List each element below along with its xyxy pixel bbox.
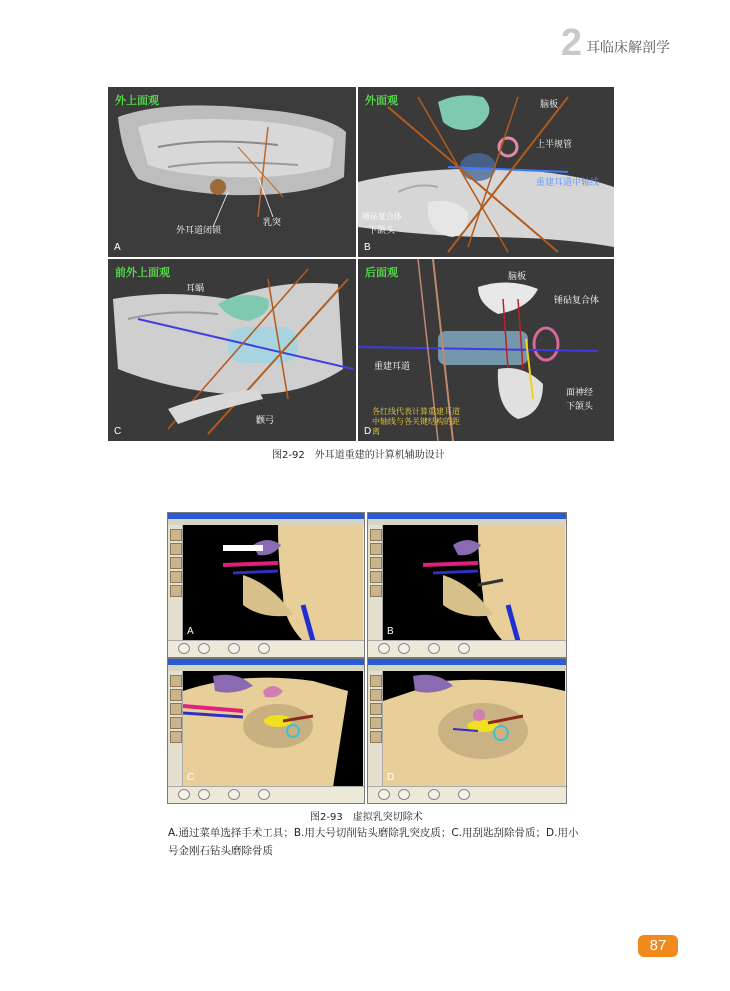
tool-palette (168, 525, 183, 641)
fig93-panel-d-letter: D (387, 772, 395, 783)
fig93-description: A.通过菜单选择手术工具；B.用大号切削钻头磨除乳突皮质；C.用刮匙刮除骨质；D.用小号金刚石钻头磨除骨质 (168, 827, 579, 857)
control-icon[interactable] (228, 643, 240, 654)
fig92-panel-b-letter: B (364, 242, 371, 253)
fig92-panel-b (358, 87, 614, 257)
fig93-panel-d-render (383, 671, 565, 787)
label-cochlea: 耳蜗 (186, 284, 205, 294)
tool-icon[interactable] (170, 585, 182, 597)
tool-palette (368, 671, 383, 787)
control-icon[interactable] (398, 643, 410, 654)
fig93-panel-a (167, 512, 365, 658)
fig92-panel-d (358, 259, 614, 441)
control-icon[interactable] (258, 789, 270, 800)
fig92-panel-b-title: 外面观 (365, 94, 398, 107)
window-statusbar (168, 786, 364, 803)
fig93-panel-b-render (383, 525, 565, 641)
tool-icon[interactable] (370, 571, 382, 583)
fig93-panel-c-render (183, 671, 363, 787)
fig93-panel-b-viewport (383, 525, 565, 641)
fig92-caption: 图2-92 外耳道重建的计算机辅助设计 (272, 450, 445, 461)
fig92-panel-c (108, 259, 356, 441)
tool-palette (368, 525, 383, 641)
fig92-panel-d-title: 后面观 (365, 266, 398, 279)
fig93-panel-c (167, 658, 365, 804)
tool-icon[interactable] (170, 571, 182, 583)
fig92-panel-c-letter: C (114, 426, 122, 437)
fig92-panel-b-render (358, 87, 614, 257)
label-tegmen-b: 脑板 (540, 100, 559, 110)
label-mandible-d: 下颌头 (566, 402, 594, 412)
control-icon[interactable] (178, 789, 190, 800)
chapter-number: 2 (560, 22, 582, 64)
tool-icon[interactable] (370, 703, 382, 715)
fig93-panel-a-render (183, 525, 363, 641)
label-mastoid: 乳突 (263, 218, 282, 228)
tool-palette (168, 671, 183, 787)
tool-icon[interactable] (170, 543, 182, 555)
tool-icon[interactable] (170, 689, 182, 701)
fig93-caption: 图2-93 虚拟乳突切除术 (310, 812, 423, 823)
tool-icon[interactable] (170, 529, 182, 541)
label-zygomatic: 颧弓 (256, 416, 275, 426)
control-icon[interactable] (378, 789, 390, 800)
fig92-panel-a-title: 外上面观 (115, 94, 159, 107)
label-mandible-b: 下颌头 (368, 226, 396, 236)
control-icon[interactable] (458, 643, 470, 654)
control-icon[interactable] (428, 643, 440, 654)
fig92-panel-c-title: 前外上面观 (115, 266, 170, 279)
tool-icon[interactable] (170, 703, 182, 715)
fig92-panel-a-render (108, 87, 356, 257)
control-icon[interactable] (428, 789, 440, 800)
control-icon[interactable] (228, 789, 240, 800)
label-reconstructed-canal: 重建耳道 (374, 362, 411, 372)
tool-icon[interactable] (370, 731, 382, 743)
control-icon[interactable] (458, 789, 470, 800)
label-superior-canal: 上半规管 (536, 140, 573, 150)
fig93-panel-b (367, 512, 567, 658)
control-icon[interactable] (398, 789, 410, 800)
label-atresia: 外耳道闭锁 (176, 226, 222, 236)
tool-icon[interactable] (370, 529, 382, 541)
chapter-header (560, 22, 670, 64)
label-canal-axis-b: 重建耳道中轴线 (536, 178, 600, 188)
control-icon[interactable] (198, 643, 210, 654)
tool-icon[interactable] (170, 731, 182, 743)
tool-icon[interactable] (370, 543, 382, 555)
tool-icon[interactable] (370, 557, 382, 569)
tool-icon[interactable] (170, 557, 182, 569)
tool-icon[interactable] (370, 689, 382, 701)
page-number: 87 (638, 935, 678, 957)
window-statusbar (368, 786, 566, 803)
label-ossicles-d: 锤砧复合体 (554, 296, 600, 306)
fig92-panel-d-letter: D (364, 426, 372, 437)
fig92-panel-a-letter: A (114, 242, 121, 253)
tool-icon[interactable] (170, 675, 182, 687)
tool-icon[interactable] (370, 675, 382, 687)
fig93-panel-c-letter: C (187, 772, 195, 783)
fig93-panel-b-letter: B (387, 626, 394, 637)
fig93-panel-a-viewport (183, 525, 363, 641)
fig92-panel-d-note: 各红线代表计算重建耳道中轴线与各关键结构的距离 (372, 407, 460, 436)
fig93-panel-a-letter: A (187, 626, 194, 637)
tool-icon[interactable] (370, 585, 382, 597)
window-statusbar (368, 640, 566, 657)
control-icon[interactable] (378, 643, 390, 654)
fig93-panel-d (367, 658, 567, 804)
fig92-panel-c-render (108, 259, 356, 441)
fig93-panel-d-viewport (383, 671, 565, 787)
tool-icon[interactable] (370, 717, 382, 729)
label-facial-nerve: 面神经 (566, 388, 594, 398)
fig93-panel-c-viewport (183, 671, 363, 787)
fig92-panel-a (108, 87, 356, 257)
tool-icon[interactable] (170, 717, 182, 729)
label-tegmen-d: 脑板 (508, 272, 527, 282)
window-statusbar (168, 640, 364, 657)
control-icon[interactable] (258, 643, 270, 654)
control-icon[interactable] (198, 789, 210, 800)
chapter-title: 耳临床解剖学 (586, 40, 670, 56)
control-icon[interactable] (178, 643, 190, 654)
label-ossicles-b: 锤砧复合体 (362, 212, 402, 221)
